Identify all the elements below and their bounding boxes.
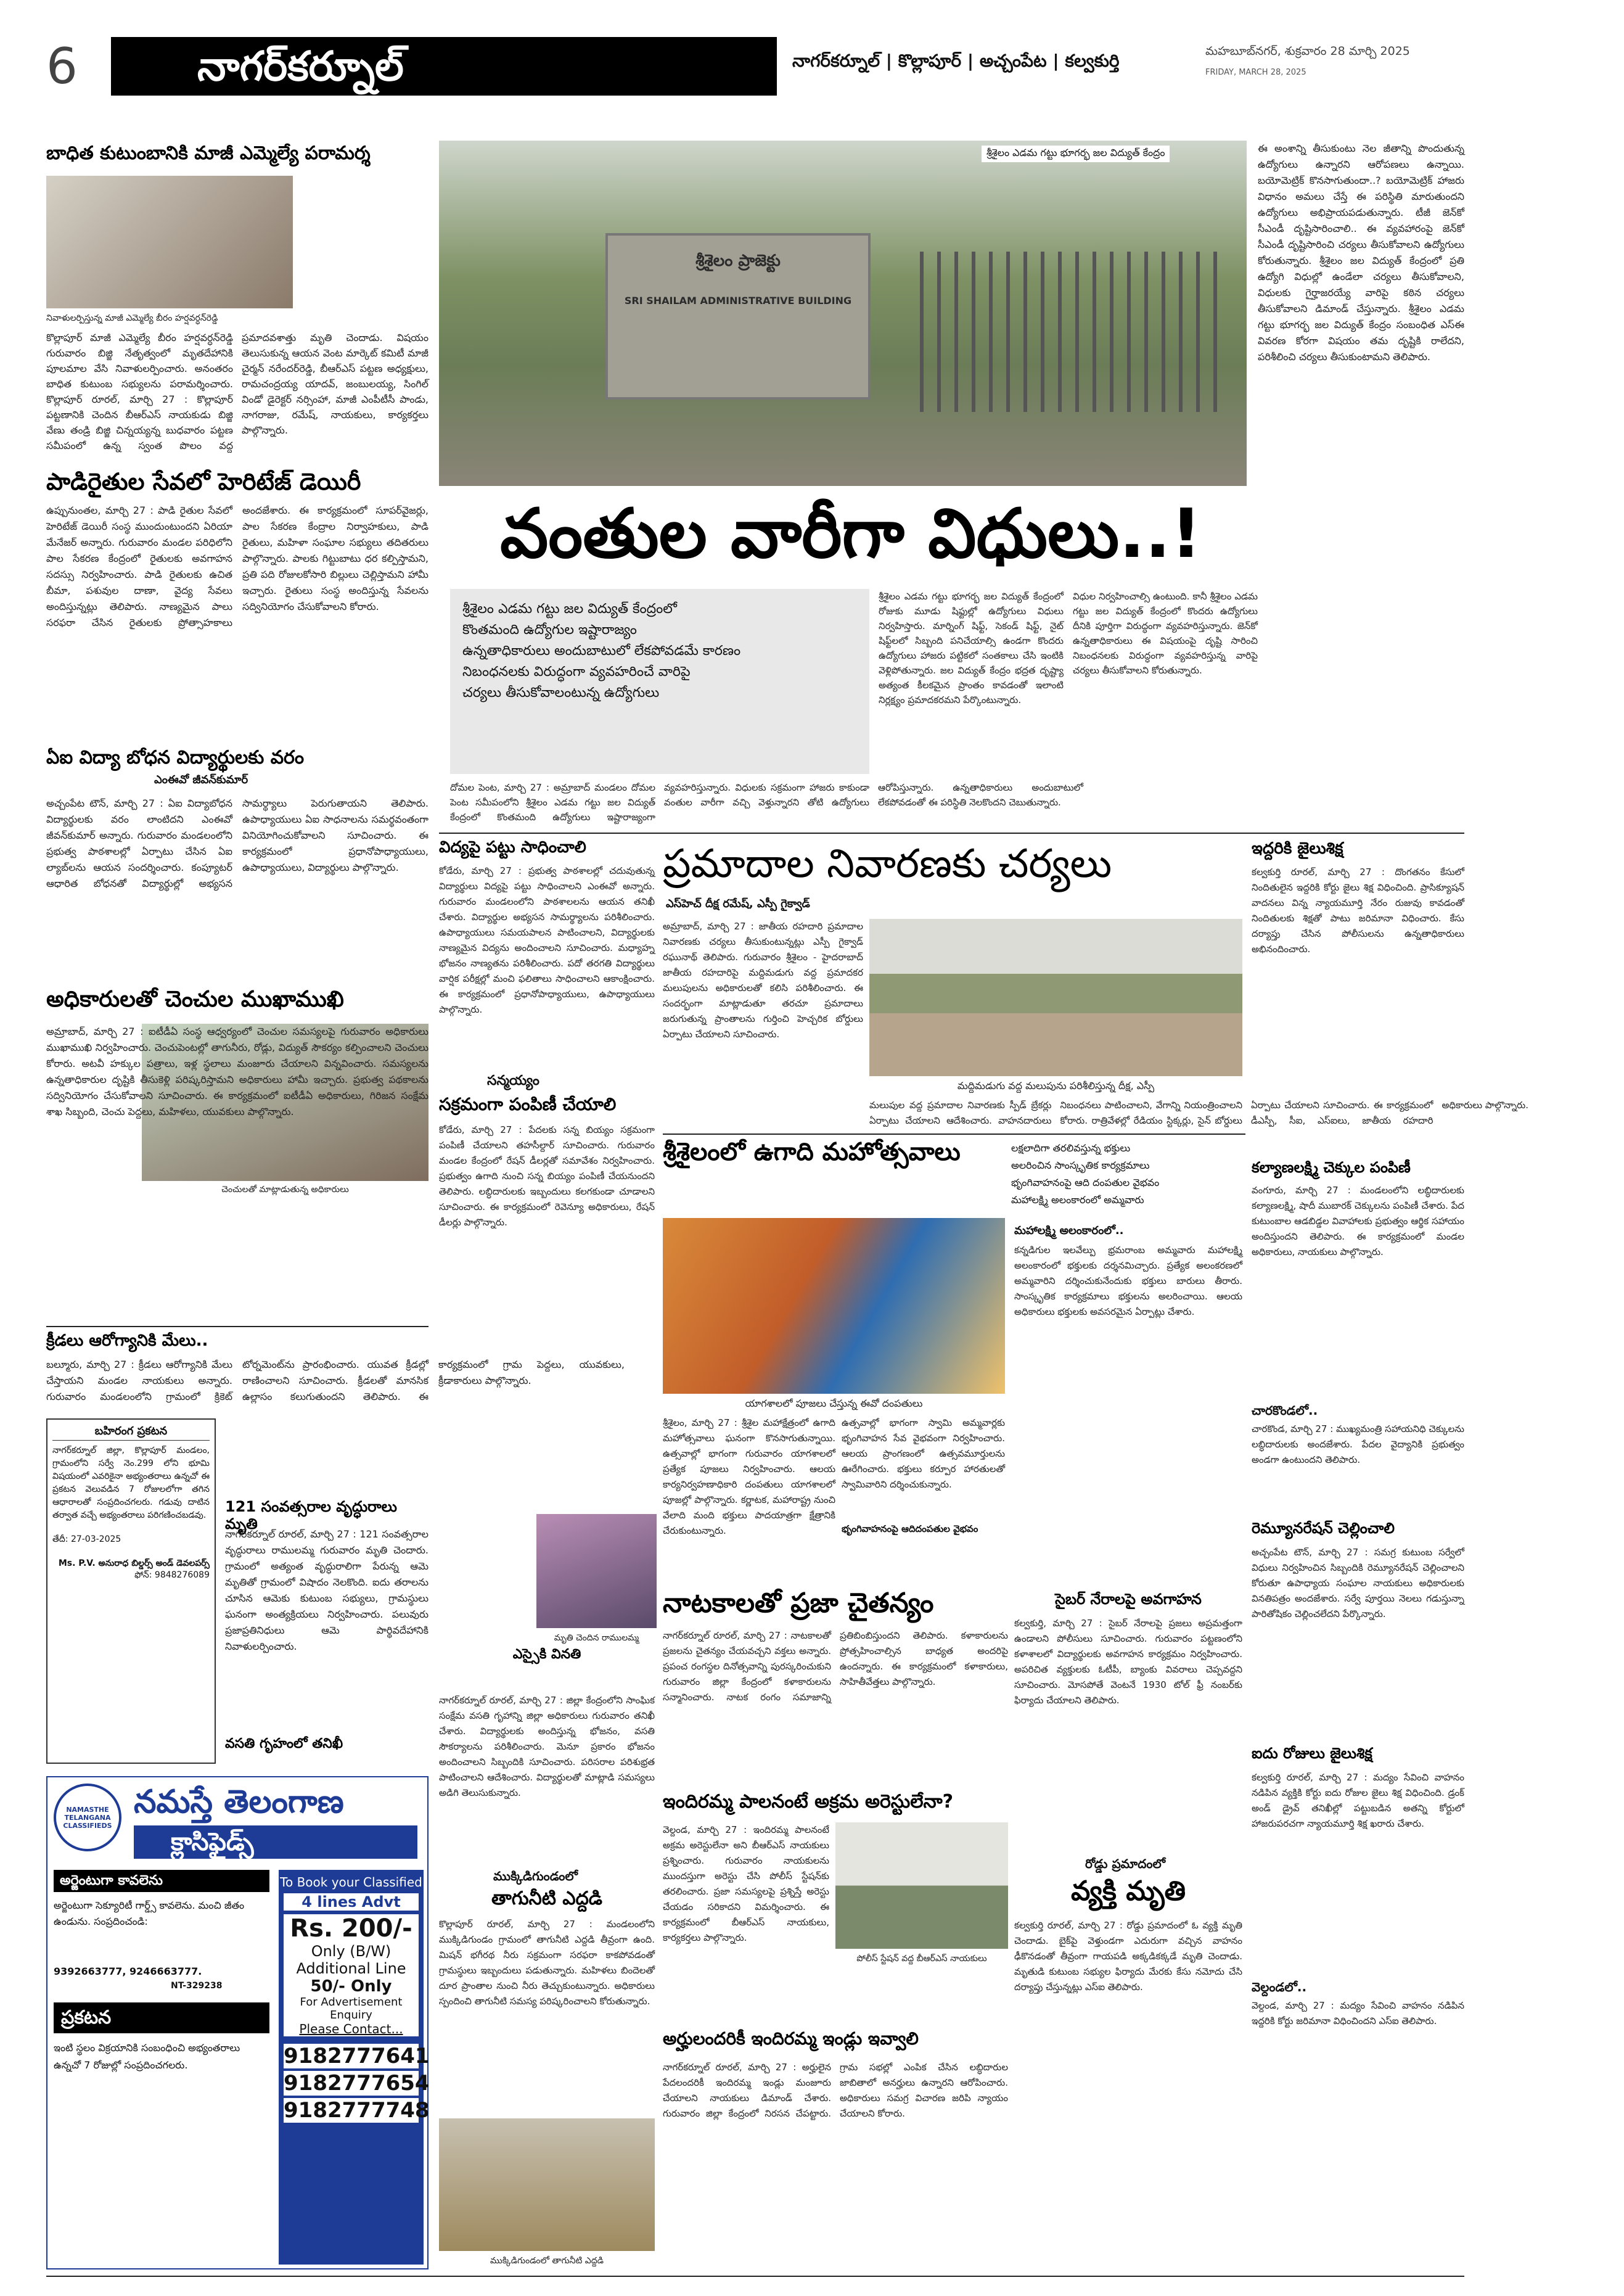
notice-body: ఇంటి స్థలం విక్రయానికి సంబంధించి అభ్యంతరాలు ఉన్నచో 7 రోజుల్లో సంప్రదించగలరు. [54,2042,240,2071]
booking-phone-2: 9182777654 [284,2071,430,2096]
s9-rule [663,1134,1245,1135]
booking-phone-1: 9182777641 [284,2044,430,2068]
booking-title: To Book your Classified [280,1875,422,1890]
classified-brand: నమస్తే తెలంగాణ [134,1784,344,1821]
public-notice-phone: ఫోన్: 9848276089 [134,1570,210,1580]
s8-caption: మద్దిమడుగు వద్ద మలుపును పరిశీలిస్తున్న దీక్ష, ఎస్పీ [957,1080,1155,1092]
s8-byline: ఎస్‌హెచ్ దీక్ష రమేష్, ఎస్పీ గైక్వాడ్ [666,897,810,910]
public-notice-date: తేదీ: 27-03-2025 [52,1534,121,1544]
lead-photo [439,141,1247,486]
s9-caption: యాగశాలలో పూజలు చేస్తున్న ఈవో దంపతులు [745,1397,923,1409]
wanted-phone: 9392663777, 9246663777. [54,1965,202,1977]
booking-panel [279,1870,430,2265]
s22-sub: వెల్దండలో.. [1252,1980,1307,1994]
booking-contact: Please Contact... [284,2022,419,2036]
lead-photo-sign2: SRI SHAILAM ADMINISTRATIVE BUILDING [624,295,852,307]
lead-bullet-1: శ్రీశైలం ఎడమ గట్టు జల విద్యుత్ కేంద్రంలో [462,601,677,617]
lead-photo-gate [920,252,1222,412]
s16-headline: అర్హులందరికీ ఇందిరమ్మ ఇండ్లు ఇవ్వాలి [663,2028,919,2049]
s15-caption: పోలీస్ స్టేషన్ వద్ద బీఆర్ఎస్ నాయకులు [856,1954,987,1964]
s9-sub-2: మహాలక్ష్మి అలంకారంలో.. [1014,1224,1124,1237]
s12-headline-visible: ఎస్సైకి వినతి [512,1647,581,1662]
footer-rule [46,2276,1464,2277]
s16-body: నాగర్‌కర్నూల్ రూరల్, మార్చి 27 : అర్హులైన పేదలందరికీ ఇందిరమ్మ ఇండ్లు మంజూరు చేయాలని నాయకులు డిమాండ్ చేశారు. గురువారం జిల్లా కేంద్రంలో నిరసన చేపట్టారు. గ్రామ సభల్లో ఎంపిక చేసిన లబ్ధిదారుల జాబితాలో అనర్హులు ఉన్నారని ఆరోపించారు. అధికారులు సమగ్ర విచారణ జరిపి న్యాయం చేయాలని కోరారు. [663,2062,1008,2119]
s15-headline: ఇందిరమ్మ పాలనంటే అక్రమ అరెస్టులేనా? [663,1791,954,1813]
s8-headline: ప్రమాదాల నివారణకు చర్యలు [663,841,1112,887]
s22-body-2: వెల్దండ, మార్చి 27 : మద్యం సేవించి వాహనం నడిపిన ఇద్దరికి కోర్టు జరిమానా విధించిందని ఎస్‌ఐ తెలిపారు. [1252,2000,1464,2026]
s6-body: కోడేరు, మార్చి 27 : ప్రభుత్వ పాఠశాలల్లో చదువుతున్న విద్యార్థులు విద్యపై పట్టు సాధించాలని ఎంఈవో అన్నారు. గురువారం మండలంలోని పాఠశాలలను ఆయన తనిఖీ చేశారు. విద్యార్థుల అభ్యసన సామర్థ్యాలను పరిశీలించారు. ఉపాధ్యాయులు సమయపాలన పాటించాలని, విద్యార్థులకు నాణ్యమైన విద్యను అందించాలని సూచించారు. మధ్యాహ్న భోజనం నాణ్యతను పరిశీలించారు. పదో తరగతి విద్యార్థులు వార్షిక పరీక్షల్లో మంచి ఫలితాలు సాధించాలని ఆకాంక్షించారు. ఈ కార్యక్రమంలో ప్రధానోపాధ్యాయులు, ఉపాధ్యాయులు పాల్గొన్నారు. [439,865,655,1015]
wanted-code: NT-329238 [171,1981,223,1991]
s3-byline: ఎంఈవో జీవన్‌కుమార్ [154,773,248,786]
s7-body: కోడేరు, మార్చి 27 : పేదలకు సన్న బియ్యం సక్రమంగా పంపిణీ చేయాలని తహసీల్దార్ సూచించారు. గురువారం మండల కేంద్రంలో రేషన్ డీలర్లతో సమావేశం నిర్వహించారు. ప్రభుత్వం ఉగాది నుంచి సన్న బియ్యం పంపిణీ చేయనుందని తెలిపారు. లబ్ధిదారులకు ఇబ్బందులు కలగకుండా చూడాలని సూచించారు. ఈ కార్యక్రమంలో రెవెన్యూ అధికారులు, రేషన్ డీలర్లు పాల్గొన్నారు. [439,1124,655,1228]
s5-rule [46,1326,429,1327]
wanted-title: అర్జెంటుగా కావలెను [60,1873,163,1888]
notice-title: ప్రకటన [61,2007,112,2028]
s9-bullet-1: లక్షలాదిగా తరలివస్తున్న భక్తులు [1011,1142,1131,1154]
s18-body: వంగూరు, మార్చి 27 : మండలంలోని లబ్ధిదారులకు కల్యాణలక్ష్మి, షాదీ ముబారక్ చెక్కులను పంపిణీ చేశారు. పేద కుటుంబాల ఆడబిడ్డల వివాహాలకు ప్రభుత్వం ఆర్థిక సహాయం అందిస్తుందని తెలిపారు. ఈ కార్యక్రమంలో మండల అధికారులు, నాయకులు పాల్గొన్నారు. [1252,1185,1464,1257]
s21-kicker: రోడ్డు ప్రమాదంలో [1085,1856,1166,1871]
s15-body: వెల్దండ, మార్చి 27 : ఇందిరమ్మ పాలనంటే అక్రమ అరెస్టులేనా అని బీఆర్ఎస్ నాయకులు ప్రశ్నించారు. గురువారం నాయకులను ముందస్తుగా అరెస్టు చేసి పోలీస్ స్టేషన్‌కు తరలించారు. ప్రజా సమస్యలపై ప్రశ్నిస్తే అరెస్టు చేయడం సరికాదని విమర్శించారు. ఈ కార్యక్రమంలో బీఆర్ఎస్ నాయకులు, కార్యకర్తలు పాల్గొన్నారు. [663,1824,829,1943]
lead-photo-sign1: శ్రీశైలం ప్రాజెక్టు [695,252,781,270]
public-notice-title: బహిరంగ ప్రకటన [52,1425,210,1441]
booking-add: Additional Line [284,1960,419,1977]
booking-price: Rs. 200/- [284,1914,419,1943]
lead-bottom-rule [439,833,1464,834]
s14-body: నాగర్‌కర్నూల్ రూరల్, మార్చి 27 : నాటకాలతో ప్రజలను చైతన్యం చేయవచ్చని వక్తలు అన్నారు. ప్రపంచ రంగస్థల దినోత్సవాన్ని పురస్కరించుకుని గురువారం జిల్లా కేంద్రంలో కళాకారులను సన్మానించారు. నాటక రంగం సమాజాన్ని ప్రతిబింబిస్తుందని తెలిపారు. కళాకారులను ప్రోత్సహించాల్సిన బాధ్యత అందరిపై ఉందన్నారు. ఈ కార్యక్రమంలో కళాకారులు, సాహితీవేత్తలు పాల్గొన్నారు. [663,1630,1008,1703]
lead-photo-caption: శ్రీశైలం ఎడమ గట్టు భూగర్భ జల విద్యుత్ కేంద్రం [982,146,1170,162]
s13-body: కొల్లాపూర్ రూరల్, మార్చి 27 : మండలంలోని ముక్కిడిగుండం గ్రామంలో తాగునీటి ఎద్దడి తీవ్రంగా ఉంది. మిషన్ భగీరథ నీరు సక్రమంగా సరఫరా కాకపోవడంతో గ్రామస్థులు ఇబ్బందులు పడుతున్నారు. మహిళలు బిందెలతో దూర ప్రాంతాల నుంచి నీరు తెచ్చుకుంటున్నారు. అధికారులు స్పందించి తాగునీటి సమస్య పరిష్కరించాలని కోరుతున్నారు. [439,1919,655,2007]
s10-body: నాగర్‌కర్నూల్ రూరల్, మార్చి 27 : 121 సంవత్సరాల వృద్ధురాలు రాములమ్మ గురువారం మృతి చెందారు. గ్రామంలో అత్యంత వృద్ధురాలిగా పేరున్న ఆమె మృతితో గ్రామంలో విషాదం నెలకొంది. ఐదు తరాలను చూసిన ఆమెకు కుటుంబ సభ్యులు, గ్రామస్థులు ఘనంగా అంత్యక్రియలు నిర్వహించారు. పలువురు ప్రజాప్రతినిధులు ఆమె పార్థివదేహానికి నివాళులర్పించారు. [225,1528,429,1652]
s10-headline: 121 సంవత్సరాల వృద్ధురాలు మృతి [225,1498,397,1533]
s18-body-2: చారకొండ, మార్చి 27 : ముఖ్యమంత్రి సహాయనిధి చెక్కులను లబ్ధిదారులకు అందజేశారు. పేదల వైద్యానికి ప్రభుత్వం అండగా ఉంటుందని తెలిపారు. [1252,1423,1464,1465]
s9-bullet-2: అలరించిన సాంస్కృతిక కార్యక్రమాలు [1011,1159,1150,1171]
s9-bullet-4: మహాలక్ష్మి అలంకారంలో అమ్మవారు [1011,1194,1144,1206]
s10-photo [536,1514,657,1628]
s7-kicker: సన్మయ్యం [487,1073,539,1088]
s3-body: అచ్చంపేట టౌన్, మార్చి 27 : ఏఐ విద్యాబోధన విద్యార్థులకు వరం లాంటిదని ఎంఈవో జీవన్‌కుమార్ అన్నారు. గురువారం మండలంలోని ప్రభుత్వ పాఠశాలల్లో ఏర్పాటు చేసిన ఏఐ ల్యాబ్‌లను ఆయన సందర్శించారు. కంప్యూటర్ ఆధారిత బోధనతో విద్యార్థుల్లో అభ్యసన సామర్థ్యాలు పెరుగుతాయని తెలిపారు. ఉపాధ్యాయులు ఏఐ సాధనాలను సమర్థవంతంగా వినియోగించుకోవాలని సూచించారు. ఈ కార్యక్రమంలో ప్రధానోపాధ్యాయులు, ఉపాధ్యాయులు, విద్యార్థులు పాల్గొన్నారు. [46,797,429,889]
s21-headline: వ్యక్తి మృతి [1070,1875,1186,1907]
classified-box [46,1776,429,2269]
s5-headline: క్రీడలు ఆరోగ్యానికి మేలు.. [46,1331,208,1350]
s15-photo [835,1822,1008,1949]
classified-seal-text: NAMASTHE TELANGANA CLASSIFIEDS [63,1805,112,1830]
s9-headline: శ్రీశైలంలో ఉగాది మహోత్సవాలు [663,1138,961,1166]
s9-body-2: ఉత్సవాల్లో భాగంగా స్వామి అమ్మవార్లకు భృంగివాహన సేవ వైభవంగా నిర్వహించారు. ఆలయ ప్రాంగణంలో ఉత్సవమూర్తులను ఊరేగించారు. భక్తులు కర్పూర హారతులతో స్వామివారిని దర్శించుకున్నారు. [842,1417,1005,1490]
classified-brand2: క్లాసిఫైడ్స్ [171,1828,254,1856]
notice-bar [54,2002,269,2033]
s20-headline: సైబర్ నేరాలపై అవగాహన [1055,1590,1202,1608]
s17-headline: ఇద్దరికి జైలుశిక్ష [1252,839,1343,858]
public-notice-sign: Ms. P.V. అనురాధ బిల్డర్స్ అండ్ డెవలపర్స్ [58,1558,210,1568]
s7-headline: సక్రమంగా పంపిణీ చేయాలి [439,1094,617,1114]
s8-body-1: అమ్రాబాద్, మార్చి 27 : జాతీయ రహదారి ప్రమాదాల నివారణకు చర్యలు తీసుకుంటున్నట్లు ఎస్పీ గైక్వాడ్ రఘునాథ్ తెలిపారు. గురువారం శ్రీశైలం - హైదరాబాద్ జాతీయ రహదారిపై మద్దిమడుగు వద్ద ప్రమాదకర మలుపులను అధికారులతో కలిసి పరిశీలించారు. ఈ సందర్భంగా మాట్లాడుతూ తరచూ ప్రమాదాలు జరుగుతున్న ప్రాంతాలను గుర్తించి హెచ్చరిక బోర్డులు ఏర్పాటు చేయాలని సూచించారు. [663,921,863,1040]
s18-sub: చారకొండలో.. [1252,1403,1318,1418]
s19-body: అచ్చంపేట టౌన్, మార్చి 27 : సమగ్ర కుటుంబ సర్వేలో విధులు నిర్వహించిన సిబ్బందికి రెమ్యూనరేషన్ చెల్లించాలని కోరుతూ ఉపాధ్యాయ సంఘాల నాయకులు అధికారులకు వినతిపత్రం అందజేశారు. సర్వే పూర్తయి నెలలు గడుస్తున్నా పారితోషికం చెల్లించలేదని పేర్కొన్నారు. [1252,1547,1464,1619]
s4-caption: చెంచులతో మాట్లాడుతున్న అధికారులు [221,1185,349,1195]
s9-photo [663,1218,1005,1394]
booking-addprice: 50/- Only [284,1977,419,1996]
s4-headline: అధికారులతో చెంచుల ముఖాముఖి [46,987,344,1012]
s14-headline: నాటకాలతో ప్రజా చైతన్యం [663,1587,934,1619]
public-notice-body: నాగర్‌కర్నూల్ జిల్లా, కొల్లాపూర్ మండలం, గ్రామంలోని సర్వే నెం.299 లోని భూమి విషయంలో ఎవరికైనా అభ్యంతరాలు ఉన్నచో ఈ ప్రకటన వెలువడిన 7 రోజులలోగా తగిన ఆధారాలతో సంప్రదించగలరు. గడువు దాటిన తర్వాత వచ్చే అభ్యంతరాలు పరిగణించబడవు. [52,1446,210,1520]
s22-body: కల్వకుర్తి రూరల్, మార్చి 27 : మద్యం సేవించి వాహనం నడిపిన వ్యక్తికి కోర్టు ఐదు రోజుల జైలు శిక్ష విధించింది. డ్రంక్ అండ్ డ్రైవ్ తనిఖీల్లో పట్టుబడిన అతన్ని కోర్టులో హాజరుపరచగా న్యాయమూర్తి శిక్ష ఖరారు చేశారు. [1252,1772,1464,1829]
s9-sub-1: భృంగివాహనంపై ఆదిదంపతుల వైభవం [842,1523,978,1534]
lead-bullet-2: కొంతమంది ఉద్యోగుల ఇష్టారాజ్యం [462,622,637,638]
date-telugu: మహబూబ్‌నగర్, శుక్రవారం 28 మార్చి 2025 [1205,44,1410,58]
booking-enquiry: For Advertisement Enquiry [284,1996,419,2022]
s22-headline: ఐదు రోజులు జైలుశిక్ష [1252,1745,1372,1762]
s21-body: కల్వకుర్తి రూరల్, మార్చి 27 : రోడ్డు ప్రమాదంలో ఓ వ్యక్తి మృతి చెందాడు. బైక్‌పై వెళ్తుండగా ఎదురుగా వచ్చిన వాహనం ఢీకొనడంతో తీవ్రంగా గాయపడి అక్కడికక్కడే మృతి చెందాడు. మృతుడి కుటుంబ సభ్యుల ఫిర్యాదు మేరకు కేసు నమోదు చేసి దర్యాప్తు చేస్తున్నట్లు ఎస్‌ఐ తెలిపారు. [1014,1920,1242,1993]
lead-headline: వంతుల వారీగా విధులు..! [500,494,1202,573]
s8-body-2: మలుపుల వద్ద ప్రమాదాల నివారణకు స్పీడ్ బ్రేకర్లు ఏర్పాటు చేయాలని ఆదేశించారు. వాహనదారులు నిబంధనలు పాటించాలని, వేగాన్ని నియంత్రించాలని కోరారు. రాత్రివేళల్లో రేడియం స్టిక్కర్లు, సైన్ బోర్డులు ఏర్పాటు చేయాలని సూచించారు. ఈ కార్యక్రమంలో డీఎస్పీ, సీఐ, ఎస్‌ఐలు, జాతీయ రహదారి అధికారులు పాల్గొన్నారు. [869,1100,1529,1126]
lead-bullet-5: చర్యలు తీసుకోవాలంటున్న ఉద్యోగులు [462,685,660,701]
towns-line: నాగర్‌కర్నూల్ | కొల్లాపూర్ | అచ్చంపేట | కల్వకుర్తి [792,51,1120,71]
lead-bullet-4: నిబంధనలకు విరుద్ధంగా వ్యవహరించే వారిపై [462,664,691,680]
s13-kicker: ముక్కిడిగుండంలో [493,1869,578,1883]
s11-body-full: నాగర్‌కర్నూల్ రూరల్, మార్చి 27 : జిల్లా కేంద్రంలోని సాంఘిక సంక్షేమ వసతి గృహాన్ని జిల్లా అధికారులు గురువారం తనిఖీ చేశారు. విద్యార్థులకు అందిస్తున్న భోజనం, వసతి సౌకర్యాలను పరిశీలించారు. మెనూ ప్రకారం భోజనం అందించాలని సిబ్బందికి సూచించారు. పరిసరాల పరిశుభ్రత పాటించాలని ఆదేశించారు. విద్యార్థులతో మాట్లాడి సమస్యలు అడిగి తెలుసుకున్నారు. [439,1695,655,1798]
s13-headline: తాగునీటి ఎద్దడి [491,1888,603,1909]
masthead [46,37,1464,96]
s3-headline: ఏఐ విద్యా బోధన విద్యార్థులకు వరం [46,747,305,768]
s13-photo [439,2118,655,2251]
section-title: నాగర్‌కర్నూల్ [197,43,404,90]
s1-photo [46,176,293,308]
lead-body-3: విధుల నిర్వహించాల్సి ఉంటుంది. కానీ శ్రీశైలం ఎడమ గట్టు జల విద్యుత్ కేంద్రంలో కొందరు ఉద్యోగులు దీనికి పూర్తిగా విరుద్ధంగా వ్యవహరిస్తున్నారు. జెన్‌కో ఉన్నతాధికారులు ఈ విషయంపై దృష్టి సారించి నిబంధనలకు విరుద్ధంగా వ్యవహరిస్తున్న వారిపై చర్యలు తీసుకోవాలని కోరుతున్నారు. [1073,591,1258,676]
s19-headline: రెమ్యూనరేషన్ చెల్లించాలి [1252,1520,1395,1537]
s11-headline: వసతి గృహంలో తనిఖీ [225,1736,343,1751]
s20-body: కల్వకుర్తి, మార్చి 27 : సైబర్ నేరాలపై ప్రజలు అప్రమత్తంగా ఉండాలని పోలీసులు సూచించారు. గురువారం పట్టణంలోని కళాశాలలో విద్యార్థులకు అవగాహన కార్యక్రమం నిర్వహించారు. అపరిచిత వ్యక్తులకు ఓటీపీ, బ్యాంకు వివరాలు చెప్పవద్దని సూచించారు. మోసపోతే వెంటనే 1930 టోల్ ఫ్రీ నంబర్‌కు ఫిర్యాదు చేయాలని తెలిపారు. [1014,1618,1242,1706]
lead-bullet-3: ఉన్నతాధికారులు అందుబాటులో లేకపోవడమే కారణం [462,643,741,659]
section-banner [111,37,777,96]
classified-seal [54,1784,121,1851]
s13-caption: ముక్కిడిగుండంలో తాగునీటి ఎద్దడి [490,2256,604,2266]
s10-caption: మృతి చెందిన రాములమ్మ [554,1633,639,1643]
s2-headline: పాడిరైతుల సేవలో హెరిటేజ్ డెయిరీ [46,468,361,495]
lead-body-1: దోమల పెంట, మార్చి 27 : అమ్రాబాద్ మండలం దోమల పెంట సమీపంలోని శ్రీశైలం ఎడమ గట్టు జల విద్యుత్ కేంద్రంలో కొంతమంది ఉద్యోగులు ఇష్టారాజ్యంగా వ్యవహరిస్తున్నారు. విధులకు సక్రమంగా హాజరు కాకుండా వంతుల వారీగా వచ్చి వెళ్తున్నారని తోటి ఉద్యోగులు ఆరోపిస్తున్నారు. ఉన్నతాధికారులు అందుబాటులో లేకపోవడంతో ఈ పరిస్థితి నెలకొందని చెబుతున్నారు. [450,782,1083,823]
s9-body-3: కన్నడిగుల ఇలవేల్పు భ్రమరాంబ అమ్మవారు మహాలక్ష్మి అలంకారంలో భక్తులకు దర్శనమిచ్చారు. ప్రత్యేక అలంకరణలో అమ్మవారిని దర్శించుకునేందుకు భక్తులు బారులు తీరారు. సాంస్కృతిక కార్యక్రమాలు భక్తులను అలరించాయి. ఆలయ అధికారులు భక్తులకు అవసరమైన ఏర్పాట్లు చేశారు. [1014,1245,1242,1317]
lead-body-2: శ్రీశైలం ఎడమ గట్టు భూగర్భ జల విద్యుత్ కేంద్రంలో రోజుకు మూడు షిఫ్టుల్లో ఉద్యోగులు విధులు నిర్వహిస్తారు. మార్నింగ్ షిఫ్ట్, సెకండ్ షిఫ్ట్, నైట్ షిఫ్ట్‌లలో సిబ్బంది పనిచేయాల్సి ఉండగా కొందరు ఉద్యోగులు హాజరు పట్టికలో సంతకాలు చేసి ఇంటికి వెళ్లిపోతున్నారు. జల విద్యుత్ కేంద్రం భద్రత దృష్ట్యా అత్యంత కీలకమైన ప్రాంతం కావడంతో ఇలాంటి నిర్లక్ష్యం ప్రమాదకరమని పేర్కొంటున్నారు. [879,591,1064,706]
s8-photo [869,919,1242,1076]
wanted-bar [54,1870,269,1892]
public-notice [46,1418,216,1764]
booking-only: Only (B/W) [284,1943,419,1960]
s4-body: అమ్రాబాద్, మార్చి 27 : ఐటీడీఏ సంస్థ ఆధ్వర్యంలో చెంచుల సమస్యలపై గురువారం అధికారులు ముఖాముఖి నిర్వహించారు. చెంచుపెంటల్లో తాగునీరు, రోడ్లు, విద్యుత్ సౌకర్యం కల్పించాలని చెంచులు కోరారు. అటవీ హక్కుల పత్రాలు, ఇళ్ల స్థలాలు మంజూరు చేయాలని విన్నవించారు. సమస్యలను ఉన్నతాధికారుల దృష్టికి తీసుకెళ్లి పరిష్కరిస్తామని అధికారులు హామీ ఇచ్చారు. ప్రభుత్వ పథకాలను సద్వినియోగం చేసుకోవాలని సూచించారు. ఈ కార్యక్రమంలో ఐటీడీఏ అధికారులు, గిరిజన సంక్షేమ శాఖ సిబ్బంది, చెంచు పెద్దలు, మహిళలు, యువకులు పాల్గొన్నారు. [46,1026,429,1117]
s1-headline: బాధిత కుటుంబానికి మాజీ ఎమ్మెల్యే పరామర్శ [46,142,371,164]
s9-bullets [1011,1140,1242,1209]
s6-headline: విద్యపై పట్టు సాధించాలి [439,838,586,857]
booking-lines: 4 lines Advt [284,1893,419,1911]
s1-body: కొల్లాపూర్ మాజీ ఎమ్మెల్యే బీరం హర్షవర్ధన్‌రెడ్డి గురువారం బిజ్జి నేతృత్వంలో మృతదేహానికి పూలమాల వేసి నివాళులర్పించారు. అనంతరం బాధిత కుటుంబ సభ్యులను పరామర్శించారు. కొల్లాపూర్ రూరల్, మార్చి 27 : కొల్లాపూర్ పట్టణానికి చెందిన బీఆర్ఎస్ నాయకుడు బిజ్జి వేణు తండ్రి బిజ్జి చిన్నయ్యన్న బుధవారం పట్టణ సమీపంలో ఉన్న స్వంత పొలం వద్ద ప్రమాదవశాత్తు మృతి చెందాడు. విషయం తెలుసుకున్న ఆయన వెంట మార్కెట్ కమిటీ మాజీ చైర్మన్ నరేందర్‌రెడ్డి, బీఆర్ఎస్ పట్టణ అధ్యక్షులు, రామచంద్రయ్య యాదవ్, జంబులయ్య, సింగిల్ విండో డైరెక్టర్ నర్సింహా, మాజీ ఎంపీటీసీ పాండు, నాగరాజు, రమేష్, నాయకులు, కార్యకర్తలు పాల్గొన్నారు. [46,332,429,451]
wanted-body: అర్జెంటుగా సెక్యూరిటీ గార్డ్స్ కావలెను. మంచి జీతం ఉండును. సంప్రదించండి: [54,1899,245,1927]
date-english: FRIDAY, MARCH 28, 2025 [1205,68,1306,77]
booking-phone-3: 9182777748 [284,2098,430,2123]
classified-brand-banner [134,1825,417,1859]
s17-body: కల్వకుర్తి రూరల్, మార్చి 27 : దొంగతనం కేసులో నిందితులైన ఇద్దరికి కోర్టు జైలు శిక్ష విధించింది. ప్రాసిక్యూషన్ వాదనలు విన్న న్యాయమూర్తి నేరం రుజువు కావడంతో నిందితులకు శిక్షతో పాటు జరిమానా విధించారు. కేసు దర్యాప్తు చేసిన పోలీసులను ఉన్నతాధికారులు అభినందించారు. [1252,866,1464,955]
s9-body-1: శ్రీశైలం, మార్చి 27 : శ్రీశైల మహాక్షేత్రంలో ఉగాది మహోత్సవాలు ఘనంగా కొనసాగుతున్నాయి. ఉత్సవాల్లో భాగంగా గురువారం యాగశాలలో ప్రత్యేక పూజలు నిర్వహించారు. ఆలయ కార్యనిర్వహణాధికారి దంపతులు యాగశాలలో పూజల్లో పాల్గొన్నారు. కర్ణాటక, మహారాష్ట్ర నుంచి వేలాది మంది భక్తులు పాదయాత్రగా క్షేత్రానికి చేరుకుంటున్నారు. [663,1417,835,1536]
lead-body-4: ఈ అంశాన్ని తీసుకుంటు నెల జీతాన్ని పొందుతున్న ఉద్యోగులు ఉన్నారని ఆరోపణలు ఉన్నాయి. బయోమెట్రిక్ కొనసాగుతుందా..? బయోమెట్రిక్ హాజరు విధానం అమలు చేస్తే ఈ పరిస్థితి మారుతుందని ఉద్యోగులు అభిప్రాయపడుతున్నారు. టీజీ జెన్‌కో సీఎండీ దృష్టిసారించాలి.. ఈ వ్యవహారంపై జెన్‌కో సీఎండీ దృష్టిసారించి చర్యలు తీసుకోవాలని ఉద్యోగులు కోరుతున్నారు. శ్రీశైలం జల విద్యుత్ కేంద్రంలో ప్రతి ఉద్యోగి విధుల్లో ఉండేలా చర్యలు తీసుకోవాలని, విధులకు గైర్హాజరయ్యే వారిపై కఠిన చర్యలు తీసుకోవాలని డిమాండ్ చేస్తున్నారు. శ్రీశైలం ఎడమ గట్టు భూగర్భ జల విద్యుత్ కేంద్రం సంబంధిత ఎస్‌ఈ వివరణ కోరగా విషయం తమ దృష్టికి రాలేదని, పరిశీలించి చర్యలు తీసుకుంటామని తెలిపారు. [1258,142,1464,363]
lead-bullets [450,589,869,774]
s18-headline: కల్యాణలక్ష్మి చెక్కుల పంపిణీ [1252,1159,1411,1176]
s1-caption: నివాళులర్పిస్తున్న మాజీ ఎమ్మెల్యే బీరం హర్షవర్ధన్‌రెడ్డి [46,313,218,323]
s9-bullet-3: భృంగివాహనంపై ఆది దంపతుల వైభవం [1011,1177,1160,1188]
page-number: 6 [46,38,78,95]
s5-body: బల్మూరు, మార్చి 27 : క్రీడలు ఆరోగ్యానికి మేలు చేస్తాయని మండల నాయకులు అన్నారు. గురువారం మండలంలోని గ్రామంలో క్రికెట్ టోర్నమెంట్‌ను ప్రారంభించారు. యువత క్రీడల్లో రాణించాలని సూచించారు. క్రీడలతో మానసిక ఉల్లాసం కలుగుతుందని తెలిపారు. ఈ కార్యక్రమంలో గ్రామ పెద్దలు, యువకులు, క్రీడాకారులు పాల్గొన్నారు. [46,1359,625,1402]
s2-body: ఉప్పునుంతల, మార్చి 27 : పాడి రైతుల సేవలో హెరిటేజ్ డెయిరీ సంస్థ ముందుంటుందని ఏరియా మేనేజర్ అన్నారు. గురువారం మండల పరిధిలోని పాల సేకరణ కేంద్రంలో రైతులకు అవగాహన సదస్సు నిర్వహించారు. పాడి రైతులకు ఉచిత బీమా, పశువుల దాణా, వైద్య సేవలు అందిస్తున్నట్లు తెలిపారు. నాణ్యమైన పాలు సరఫరా చేసిన రైతులకు ప్రోత్సాహకాలు అందజేశారు. ఈ కార్యక్రమంలో సూపర్‌వైజర్లు, పాల సేకరణ కేంద్రాల నిర్వాహకులు, పాడి రైతులు, మహిళా సంఘాల సభ్యులు తదితరులు పాల్గొన్నారు. పాలకు గిట్టుబాటు ధర కల్పిస్తామని, ప్రతి పది రోజులకోసారి బిల్లులు చెల్లిస్తామని హామీ ఇచ్చారు. రైతులు సంస్థ అందిస్తున్న సేవలను సద్వినియోగం చేసుకోవాలని కోరారు. [46,504,429,628]
